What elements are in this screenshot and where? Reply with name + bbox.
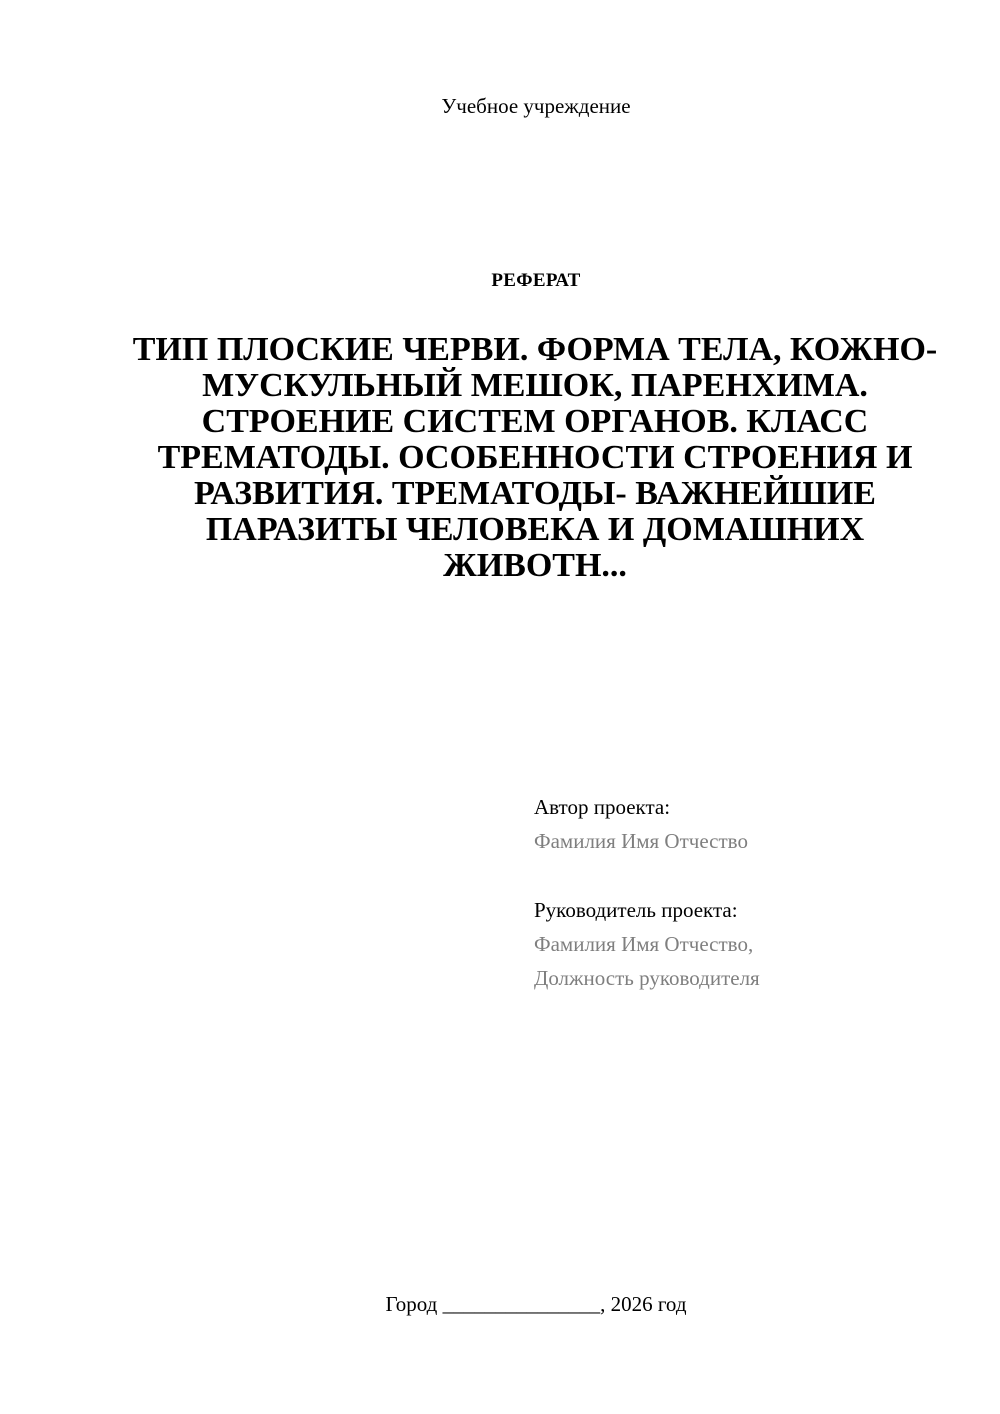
institution-name: Учебное учреждение (441, 94, 631, 118)
author-name: Фамилия Имя Отчество (534, 829, 748, 853)
document-type: РЕФЕРАТ (491, 270, 581, 291)
document-title: ТИП ПЛОСКИЕ ЧЕРВИ. ФОРМА ТЕЛА, КОЖНО-МУСКУЛЬНЫЙ МЕШОК, ПАРЕНХИМА. СТРОЕНИЕ СИСТЕМ ОРГАНОВ. КЛАСС ТРЕМАТОДЫ. ОСОБЕННОСТИ СТРОЕНИЯ И РАЗВИТИЯ. ТРЕМАТОДЫ- ВАЖНЕЙШИЕ ПАРАЗИТЫ ЧЕЛОВЕКА И ДОМАШНИХ ЖИВОТН... (132, 331, 938, 584)
supervisor-block (534, 893, 974, 995)
author-block (534, 790, 974, 858)
author-label: Автор проекта: (534, 795, 671, 819)
supervisor-label: Руководитель проекта: (534, 898, 738, 922)
city-year-line: Город _______________, 2026 год (385, 1292, 687, 1316)
supervisor-position: Должность руководителя (534, 966, 760, 990)
supervisor-name: Фамилия Имя Отчество, (534, 932, 754, 956)
